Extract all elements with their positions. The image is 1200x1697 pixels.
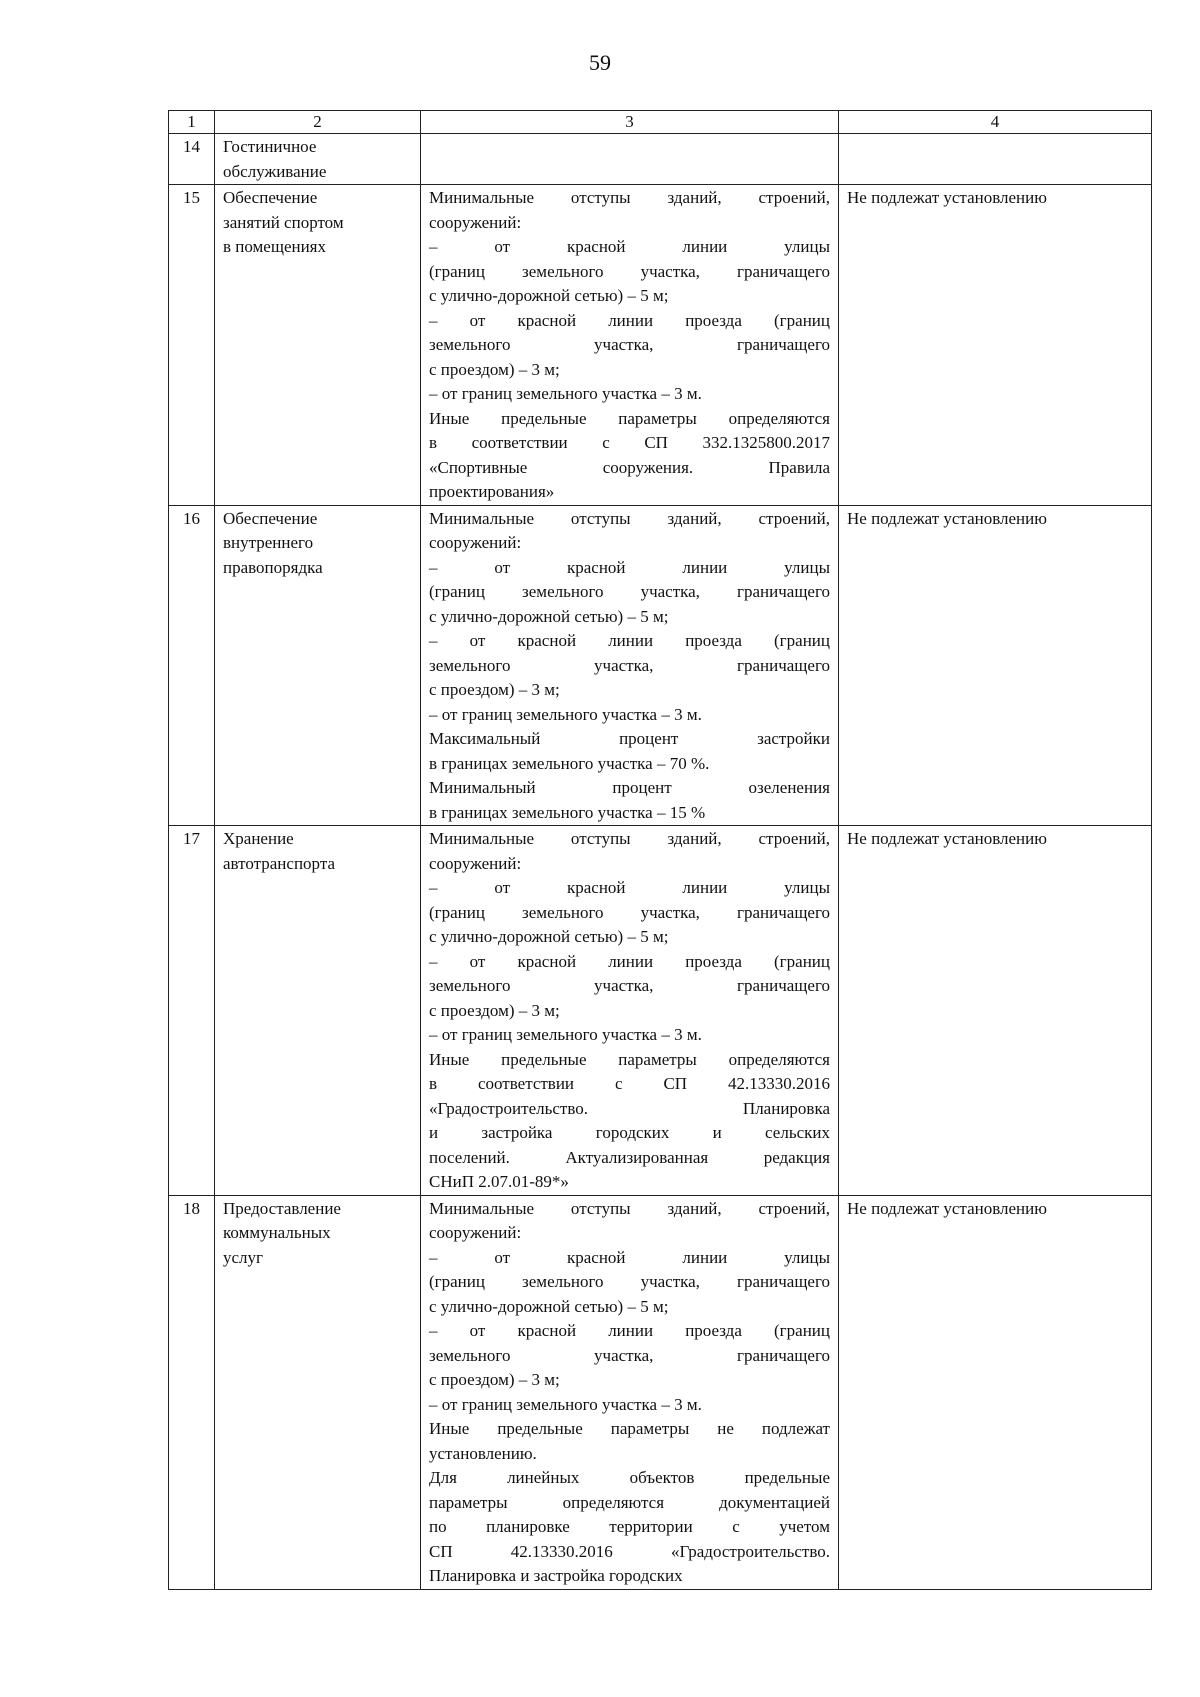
land-use-type-cell: [215, 134, 421, 185]
restrictions-cell: Не подлежат установлению: [839, 1195, 1152, 1589]
parameter-line: – от границ земельного участка – 3 м.: [429, 384, 702, 403]
parameter-line: (границ земельного участка, граничащего: [429, 261, 830, 281]
parameter-line: Иные предельные параметры не подлежат: [429, 1419, 830, 1438]
parameters-cell: [421, 1195, 839, 1589]
land-use-type-line: в помещениях: [223, 237, 327, 256]
row-number: 16: [169, 505, 215, 826]
restrictions-cell: [839, 134, 1152, 185]
parameter-line: – от красной линии проезда (границ: [429, 310, 830, 330]
parameters-cell: [421, 505, 839, 826]
parameter-line: – от красной линии улицы: [429, 237, 830, 256]
parameter-line: земельного участка, граничащего: [429, 1345, 830, 1365]
parameter-line: с проездом) – 3 м;: [429, 359, 560, 379]
parameter-line: с улично-дорожной сетью) – 5 м;: [429, 927, 669, 946]
parameter-line: – от красной линии проезда (границ: [429, 1321, 830, 1340]
land-use-type-line: внутреннего: [223, 533, 314, 552]
parameter-line: Максимальный процент застройки: [429, 729, 830, 748]
parameter-line: Иные предельные параметры определяются: [429, 1049, 830, 1069]
parameter-line: Минимальные отступы зданий, строений,: [429, 1198, 830, 1218]
land-use-type-cell: [215, 1195, 421, 1589]
land-use-type-line: Хранение: [223, 829, 294, 848]
land-use-type-cell: [215, 505, 421, 826]
land-use-type-line: правопорядка: [223, 557, 323, 577]
header-col-2: 2: [215, 111, 421, 134]
parameter-line: с проездом) – 3 м;: [429, 680, 560, 699]
table-row: [169, 826, 1152, 1196]
restrictions-cell: Не подлежат установлению: [839, 505, 1152, 826]
row-number: 14: [169, 134, 215, 185]
land-use-type-line: занятий спортом: [223, 212, 344, 232]
land-use-parameters-table: [168, 110, 1152, 1590]
parameter-line: – от красной линии улицы: [429, 878, 830, 897]
parameter-line: СНиП 2.07.01-89*»: [429, 1172, 569, 1191]
land-use-type-cell: [215, 826, 421, 1196]
parameter-line: земельного участка, граничащего: [429, 976, 830, 995]
restrictions-cell: Не подлежат установлению: [839, 826, 1152, 1196]
parameter-line: Планировка и застройка городских: [429, 1566, 683, 1585]
parameter-line: Минимальный процент озеленения: [429, 778, 830, 797]
parameter-line: и застройка городских и сельских: [429, 1123, 830, 1142]
header-row: [169, 111, 1152, 134]
parameter-line: с улично-дорожной сетью) – 5 м;: [429, 286, 669, 305]
parameter-line: – от красной линии проезда (границ: [429, 951, 830, 971]
land-use-type-cell: [215, 185, 421, 506]
parameter-line: с проездом) – 3 м;: [429, 1000, 560, 1020]
parameter-line: сооружений:: [429, 853, 522, 873]
land-use-type-line: услуг: [223, 1247, 264, 1267]
parameter-line: Минимальные отступы зданий, строений,: [429, 188, 830, 207]
land-use-type-line: обслуживание: [223, 161, 327, 181]
parameter-line: с улично-дорожной сетью) – 5 м;: [429, 606, 669, 626]
row-number: 15: [169, 185, 215, 506]
table-row: [169, 185, 1152, 506]
page-number: 59: [589, 50, 611, 75]
table-row: [169, 1195, 1152, 1589]
land-use-type-line: Гостиничное: [223, 137, 317, 156]
parameter-line: – от красной линии проезда (границ: [429, 631, 830, 650]
parameter-line: «Градостроительство. Планировка: [429, 1098, 830, 1118]
parameter-line: – от границ земельного участка – 3 м.: [429, 1394, 702, 1414]
parameter-line: в границах земельного участка – 70 %.: [429, 753, 710, 773]
land-use-type-line: Обеспечение: [223, 508, 318, 528]
land-use-type-line: Предоставление: [223, 1198, 341, 1218]
parameter-line: с проездом) – 3 м;: [429, 1370, 560, 1389]
parameter-line: в соответствии с СП 332.1325800.2017: [429, 433, 830, 452]
parameter-line: параметры определяются документацией: [429, 1492, 830, 1512]
parameter-line: сооружений:: [429, 533, 522, 552]
table-row: [169, 505, 1152, 826]
parameter-line: земельного участка, граничащего: [429, 655, 830, 675]
parameter-line: «Спортивные сооружения. Правила: [429, 457, 830, 477]
parameter-line: Иные предельные параметры определяются: [429, 408, 830, 428]
header-col-3: 3: [421, 111, 839, 134]
parameter-line: СП 42.13330.2016 «Градостроительство.: [429, 1541, 830, 1561]
parameter-line: (границ земельного участка, граничащего: [429, 902, 830, 922]
parameter-line: Минимальные отступы зданий, строений,: [429, 829, 830, 848]
parameter-line: (границ земельного участка, граничащего: [429, 582, 830, 601]
land-use-type-line: автотранспорта: [223, 853, 336, 873]
header-col-4: 4: [839, 111, 1152, 134]
row-number: 17: [169, 826, 215, 1196]
table-row: [169, 134, 1152, 185]
parameter-line: – от красной линии улицы: [429, 1247, 830, 1267]
parameters-cell: [421, 826, 839, 1196]
parameters-cell: [421, 134, 839, 185]
parameter-line: (границ земельного участка, граничащего: [429, 1272, 830, 1291]
parameter-line: Минимальные отступы зданий, строений,: [429, 508, 830, 528]
parameter-line: – от красной линии улицы: [429, 557, 830, 577]
parameter-line: – от границ земельного участка – 3 м.: [429, 704, 702, 724]
parameter-line: сооружений:: [429, 212, 522, 232]
parameters-cell: [421, 185, 839, 506]
parameter-line: с улично-дорожной сетью) – 5 м;: [429, 1296, 669, 1316]
parameter-line: сооружений:: [429, 1223, 522, 1242]
parameter-line: в соответствии с СП 42.13330.2016: [429, 1074, 830, 1093]
parameter-line: Для линейных объектов предельные: [429, 1468, 830, 1487]
parameter-line: поселений. Актуализированная редакция: [429, 1147, 830, 1167]
header-col-1: 1: [169, 111, 215, 134]
parameter-line: в границах земельного участка – 15 %: [429, 802, 706, 822]
row-number: 18: [169, 1195, 215, 1589]
parameter-line: по планировке территории с учетом: [429, 1517, 830, 1536]
parameter-line: проектирования»: [429, 482, 555, 501]
restrictions-cell: Не подлежат установлению: [839, 185, 1152, 506]
parameter-line: – от границ земельного участка – 3 м.: [429, 1025, 702, 1044]
land-use-type-line: Обеспечение: [223, 188, 318, 207]
parameter-line: земельного участка, граничащего: [429, 335, 830, 354]
table-body: [169, 111, 1152, 1590]
parameter-line: установлению.: [429, 1443, 537, 1463]
land-use-type-line: коммунальных: [223, 1223, 331, 1242]
